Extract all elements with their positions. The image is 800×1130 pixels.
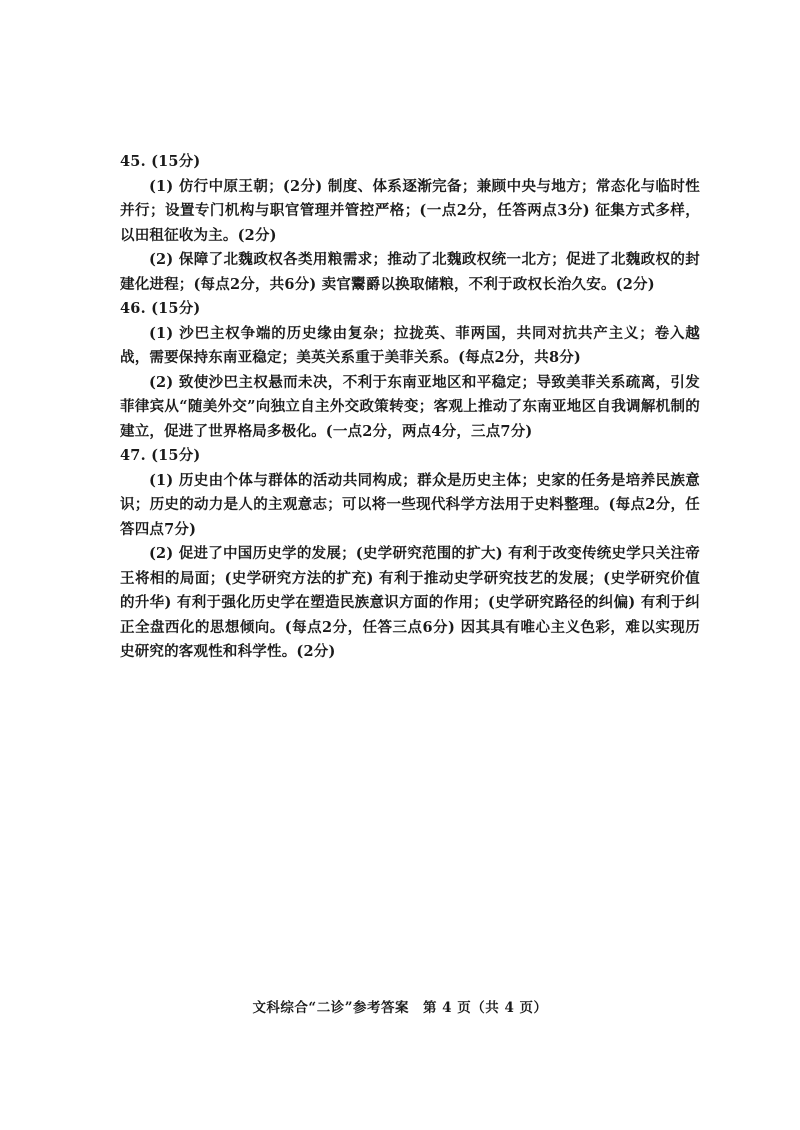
question-heading: 45. (15分) bbox=[120, 153, 201, 170]
question-45 bbox=[120, 150, 700, 297]
answer-paragraph: (1) 历史由个体与群体的活动共同构成；群众是历史主体；史家的任务是培养民族意识；历史的动力是人的主观意志；可以将一些现代科学方法用于史料整理。(每点2分，任答四点7分) bbox=[120, 471, 700, 538]
answer-paragraph: (1) 仿行中原王朝；(2分) 制度、体系逐渐完备；兼顾中央与地方；常态化与临时性并行；设置专门机构与职官管理并管控严格；(一点2分，任答两点3分) 征集方式多样，以田租征收为主。(2分) bbox=[120, 177, 700, 244]
question-heading: 46. (15分) bbox=[120, 300, 201, 317]
answer-paragraph: (1) 沙巴主权争端的历史缘由复杂；拉拢英、菲两国，共同对抗共产主义；卷入越战，需要保持东南亚稳定；美英关系重于美菲关系。(每点2分，共8分) bbox=[120, 324, 700, 366]
answer-paragraph: (2) 致使沙巴主权悬而未决，不利于东南亚地区和平稳定；导致美菲关系疏离，引发菲律宾从“随美外交”向独立自主外交政策转变；客观上推动了东南亚地区自我调解机制的建立，促进了世界格局多极化。(一点2分，两点4分，三点7分) bbox=[120, 373, 700, 440]
question-heading: 47. (15分) bbox=[120, 447, 201, 464]
question-47 bbox=[120, 444, 700, 665]
answer-paragraph: (2) 促进了中国历史学的发展；(史学研究范围的扩大) 有利于改变传统史学只关注帝王将相的局面；(史学研究方法的扩充) 有利于推动史学研究技艺的发展；(史学研究价值的升华) 有利于强化历史学在塑造民族意识方面的作用；(史学研究路径的纠偏) 有利于纠正全盘西化的思想倾向。(每点2分，任答三点6分) 因其具有唯心主义色彩，难以实现历史研究的客观性和科学性。(2分) bbox=[120, 545, 700, 660]
page-footer: 文科综合“二诊”参考答案 第 4 页（共 4 页） bbox=[252, 1000, 548, 1016]
answer-content bbox=[120, 150, 700, 665]
question-46 bbox=[120, 297, 700, 444]
answer-paragraph: (2) 保障了北魏政权各类用粮需求；推动了北魏政权统一北方；促进了北魏政权的封建化进程；(每点2分，共6分) 卖官鬻爵以换取储粮，不利于政权长治久安。(2分) bbox=[120, 251, 700, 293]
